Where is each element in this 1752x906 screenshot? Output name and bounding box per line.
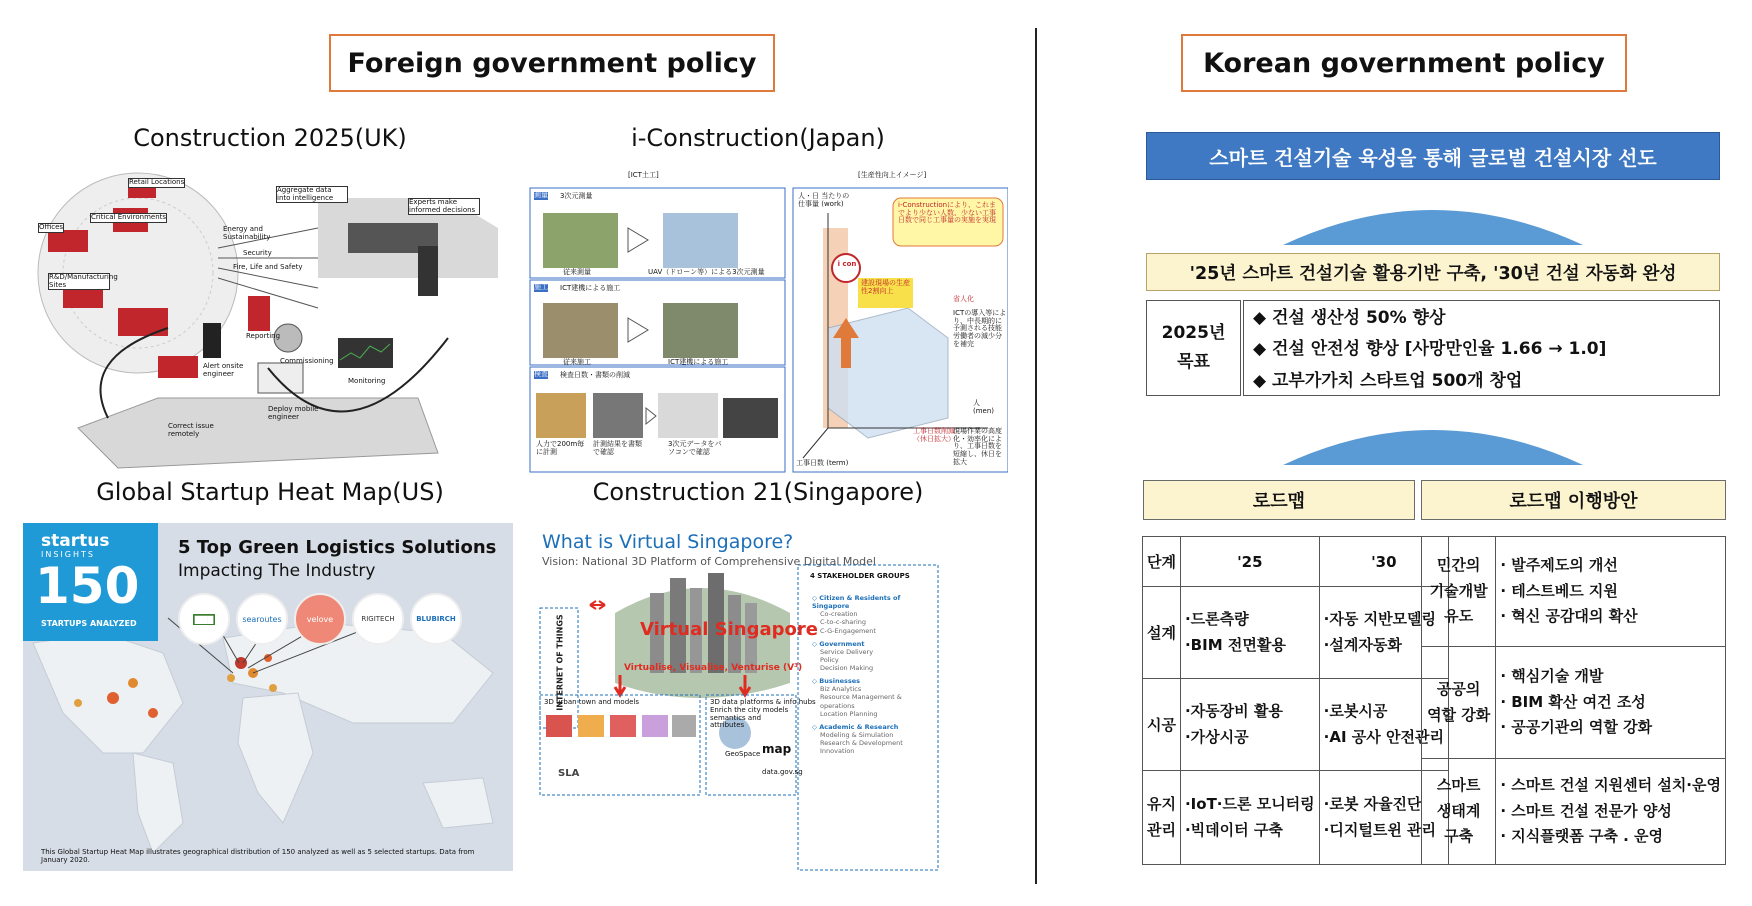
sg-stakeholder-item: ◇ Businesses: [812, 677, 860, 686]
impl-item-public-2: · BIM 확산 여건 조성: [1500, 692, 1646, 711]
japan-axis-top: 人・日 当たりの仕事量 (work): [798, 192, 850, 208]
uk-label-fire: Fire, Life and Safety: [233, 263, 303, 271]
uk-label-monitoring: Monitoring: [348, 377, 386, 385]
roadmap-design-30-2: ·설계자동화: [1323, 635, 1402, 654]
japan-side-note-3: 工事日数削減（休日拡大）: [913, 427, 955, 443]
goal-item-1: ◆ 건설 생산성 50% 향상: [1253, 308, 1446, 328]
impl-label-public-1: 공공의: [1436, 680, 1481, 698]
goal-strip: '25년 스마트 건설기술 활용기반 구축, '30년 건설 자동화 완성: [1146, 253, 1720, 291]
impl-item-public-3: · 공공기관의 역할 강화: [1500, 718, 1653, 737]
japan-i-construction-diagram: [528, 168, 1008, 473]
us-logo-5: BLUBIRCH: [410, 593, 462, 645]
uk-label-alert: Alert onsite engineer: [203, 362, 244, 378]
impl-label-ecosystem-2: 생태계: [1436, 801, 1481, 820]
up-arrow-top: [1283, 185, 1583, 245]
impl-item-ecosystem-3: · 지식플랫폼 구축 . 운영: [1500, 827, 1664, 846]
up-arrow-bottom: [1283, 405, 1583, 465]
sg-stakeholder-item: Policy: [820, 655, 839, 664]
sg-stakeholder-item: Co-creation: [820, 610, 858, 619]
japan-caption-left: [ICT土工]: [628, 171, 659, 179]
up-arrow-bottom-svg: [1283, 405, 1583, 465]
foreign-policy-header: Foreign government policy: [329, 34, 775, 92]
japan-photo-caption-7: 3次元データをパソコンで確認: [668, 440, 722, 456]
goal-item-2: ◆ 건설 안전성 향상 [사망만인율 1.66 → 1.0]: [1253, 339, 1607, 359]
roadmap-construction-25-2: ·가상시공: [1184, 727, 1249, 746]
korean-policy-header: Korean government policy: [1181, 34, 1627, 92]
japan-side-note-4: 現場作業の高度化・効率化により、工事日数を短縮し、休日を拡大: [953, 427, 1002, 466]
impl-items-private: [1496, 537, 1726, 647]
goal-item-3: ◆ 고부가가치 스타트업 500개 창업: [1253, 371, 1523, 391]
sg-logo-geo: GeoSpace: [725, 750, 761, 758]
uk-label-aggregate: Aggregate data into intelligence: [276, 186, 348, 203]
sg-vision: Vision: National 3D Platform of Comprehensive Digital Model: [542, 555, 876, 568]
japan-photo-caption-1: 従来測量: [563, 268, 591, 276]
impl-label-private-1: 민간의: [1436, 556, 1481, 575]
roadmap-maintenance-25-1: ·IoT·드론 모니터링: [1184, 795, 1315, 813]
us-startup-heat-map: [23, 523, 513, 871]
impl-item-private-2: · 테스트베드 지원: [1500, 581, 1618, 600]
sg-stakeholder-title: 4 STAKEHOLDER GROUPS: [810, 572, 910, 580]
uk-label-reporting: Reporting: [246, 332, 281, 340]
vertical-divider: [1035, 28, 1037, 884]
sg-overlay-title: Virtual Singapore: [640, 619, 818, 640]
goal-label-year: 2025년: [1161, 323, 1226, 344]
uk-label-critical: Critical Environments: [91, 213, 167, 221]
roadmap-impl-table: [1421, 536, 1726, 865]
us-logo-1-mark: ▇▇▇: [194, 614, 214, 624]
impl-item-ecosystem-1: · 스마트 건설 지원센터 설치·운영: [1500, 776, 1721, 795]
japan-photo-caption-2: UAV（ドローン等）による3次元測量: [648, 268, 765, 276]
us-logo-3: velove: [294, 593, 346, 645]
uk-label-security: Security: [243, 249, 272, 257]
us-headline: 5 Top Green Logistics Solutions: [178, 537, 497, 558]
sg-virtual-singapore-diagram: [530, 523, 1022, 871]
up-arrow-top-svg: [1283, 185, 1583, 245]
sg-iot: INTERNET OF THINGS: [555, 614, 565, 711]
japan-yellow-note: i-Constructionにより、これまでより少ない人数、少ない工事日数で同じ工事量の実施を実現: [898, 201, 997, 225]
japan-row-head-1: 3次元測量: [560, 192, 593, 200]
uk-label-correct: Correct issue remotely: [168, 422, 214, 438]
sg-headline: What is Virtual Singapore?: [542, 531, 794, 553]
roadmap-stage-maintenance: [1143, 771, 1181, 865]
sg-stakeholder-item: C-G-Engagement: [820, 626, 876, 635]
japan-photo-caption-6: 計測結果を書類で確認: [593, 440, 642, 456]
roadmap-design-25: [1180, 587, 1319, 679]
sg-stakeholder-item: Innovation: [820, 747, 855, 756]
uk-label-retail: Retail Locations: [129, 178, 185, 186]
impl-items-ecosystem: [1496, 759, 1726, 865]
japan-orange-note: 建設現場の生産性2割向上: [861, 279, 910, 295]
japan-caption-right: [生産性向上イメージ]: [858, 171, 927, 179]
roadmap-construction-30-1: ·로봇시공: [1323, 702, 1388, 720]
roadmap-design-30-1: ·자동 지반모델링: [1323, 610, 1437, 628]
sg-stakeholder-item: Research & Development: [820, 739, 903, 747]
japan-axis-right: 人 (men): [973, 399, 995, 415]
japan-row-head-2: ICT建機による施工: [560, 284, 621, 292]
japan-row-label-1: 測量: [534, 191, 548, 199]
impl-label-public-2: 역할 강화: [1427, 705, 1491, 724]
sg-panel-title: Construction 21(Singapore): [592, 478, 924, 506]
roadmap-design-25-1: ·드론측량: [1184, 610, 1249, 628]
japan-side-note-1: 省人化: [953, 295, 974, 303]
roadmap-maintenance-30-1: ·로봇 자율진단: [1323, 795, 1422, 813]
impl-label-ecosystem: [1422, 759, 1496, 865]
sg-tagline: Virtualise, Visualise, Venturise (V³): [624, 663, 803, 673]
roadmap-maintenance-25: [1180, 771, 1319, 865]
sg-stakeholder-item: Resource Management & operations: [820, 693, 902, 710]
roadmap-construction-25-1: ·자동장비 활용: [1184, 702, 1283, 720]
impl-label-private-2: 기술개발: [1429, 581, 1488, 600]
impl-item-ecosystem-2: · 스마트 건설 전문가 양성: [1500, 801, 1672, 820]
sg-box2-title: 3D data platforms & info hubs: [710, 698, 816, 706]
sg-diagram-svg: [530, 523, 1022, 871]
roadmap-col-30: '30: [1319, 537, 1448, 587]
japan-row-label-2: 施工: [534, 283, 548, 291]
impl-items-public: [1496, 647, 1726, 759]
japan-photo-caption-5: 人力で200m毎に計測: [536, 440, 585, 456]
roadmap-col-stage: 단계: [1143, 537, 1181, 587]
startus-brand: startus: [41, 531, 110, 551]
roadmap-design-25-2: ·BIM 전면활용: [1184, 635, 1286, 654]
vision-banner: 스마트 건설기술 육성을 통해 글로벌 건설시장 선도: [1146, 132, 1720, 180]
uk-smart-building-diagram: [18, 168, 518, 473]
impl-label-private-3: 유도: [1444, 607, 1474, 626]
us-subheadline: Impacting The Industry: [178, 561, 376, 581]
goal-label: [1146, 300, 1241, 396]
impl-item-private-1: · 발주제도의 개선: [1500, 556, 1618, 575]
roadmap-header: 로드맵: [1143, 480, 1415, 520]
roadmap-stage-maintenance-1: 유지: [1147, 795, 1176, 813]
us-footnote: This Global Startup Heat Map illustrates geographical distribution of 150 analyzed as well as 5 selected startups. Data from January 2020.: [41, 848, 475, 864]
japan-badge: i con: [837, 260, 857, 268]
uk-label-experts: Experts make informed decisions: [408, 198, 480, 215]
impl-label-public: [1422, 647, 1496, 759]
roadmap-stage-design: 설계: [1143, 587, 1181, 679]
roadmap-construction-25: [1180, 679, 1319, 771]
us-panel-title: Global Startup Heat Map(US): [96, 478, 444, 506]
us-logo-1: [178, 593, 230, 645]
sg-stakeholder-list: [812, 589, 932, 755]
sg-stakeholder-item: ◇ Government: [812, 639, 865, 648]
uk-label-rnd: R&D/Manufacturing Sites: [49, 273, 118, 289]
impl-label-ecosystem-1: 스마트: [1436, 776, 1481, 795]
sg-stakeholder-item: Service Delivery: [820, 647, 874, 656]
sg-stakeholder-item: ◇ Citizen & Residents of Singapore: [812, 594, 901, 611]
impl-item-private-3: · 혁신 공감대의 확산: [1500, 607, 1638, 626]
japan-axis-bottom: 工事日数 (term): [796, 459, 849, 467]
uk-label-energy: Energy and Sustainability: [223, 225, 271, 241]
sg-stakeholder-item: Biz Analytics: [820, 685, 862, 694]
startus-count-label: STARTUPS ANALYZED: [41, 619, 137, 628]
impl-label-private: [1422, 537, 1496, 647]
startus-count: 150: [35, 557, 140, 615]
roadmap-table: [1142, 536, 1449, 865]
japan-row-head-3: 検査日数・書類の削減: [560, 371, 630, 379]
japan-photo-caption-3: 従来施工: [563, 358, 591, 366]
uk-panel-title: Construction 2025(UK): [133, 124, 407, 152]
sg-box2-sub: Enrich the city models semantics and attributes: [710, 706, 789, 730]
us-logo-4: RIGITECH: [352, 593, 404, 645]
startus-brand-sub: INSIGHTS: [41, 550, 95, 559]
sg-box1-title: 3D urban town and models: [544, 698, 640, 706]
japan-photo-caption-4: ICT建機による施工: [668, 358, 729, 366]
sg-stakeholder-item: C-to-c-sharing: [820, 618, 867, 627]
roadmap-maintenance-25-2: ·빅데이터 구축: [1184, 820, 1283, 839]
sg-stakeholder-item: Location Planning: [820, 709, 878, 718]
goal-label-text: 목표: [1177, 352, 1210, 372]
roadmap-impl-header: 로드맵 이행방안: [1421, 480, 1726, 520]
roadmap-maintenance-30-2: ·디지털트윈 관리: [1323, 820, 1437, 839]
impl-label-ecosystem-3: 구축: [1444, 827, 1474, 846]
impl-item-public-1: · 핵심기술 개발: [1500, 667, 1604, 686]
sg-logo-map: map: [762, 742, 792, 756]
roadmap-stage-maintenance-2: 관리: [1147, 820, 1176, 839]
japan-panel-title: i-Construction(Japan): [631, 124, 885, 152]
sg-stakeholder-item: Modeling & Simulation: [820, 730, 894, 739]
uk-label-offices: Offices: [39, 223, 64, 231]
sg-stakeholder-item: Decision Making: [820, 664, 874, 672]
japan-side-note-2: ICTの導入等により、中長期的に予測される技能労働者の減少分を補完: [953, 309, 1007, 348]
roadmap-col-25: '25: [1180, 537, 1319, 587]
uk-label-deploy: Deploy mobile engineer: [268, 405, 319, 421]
roadmap-stage-construction: 시공: [1143, 679, 1181, 771]
sg-logo-gov: data.gov.sg: [762, 768, 803, 776]
sg-stakeholder-item: ◇ Academic & Research: [812, 722, 899, 731]
roadmap-construction-30-2: ·AI 공사 안전관리: [1323, 727, 1444, 746]
uk-label-commissioning: Commissioning: [280, 357, 334, 365]
sg-org: SLA: [558, 768, 580, 779]
japan-row-label-3: 検査: [534, 370, 548, 378]
us-logo-2: searoutes: [236, 593, 288, 645]
startus-badge: [23, 523, 158, 641]
